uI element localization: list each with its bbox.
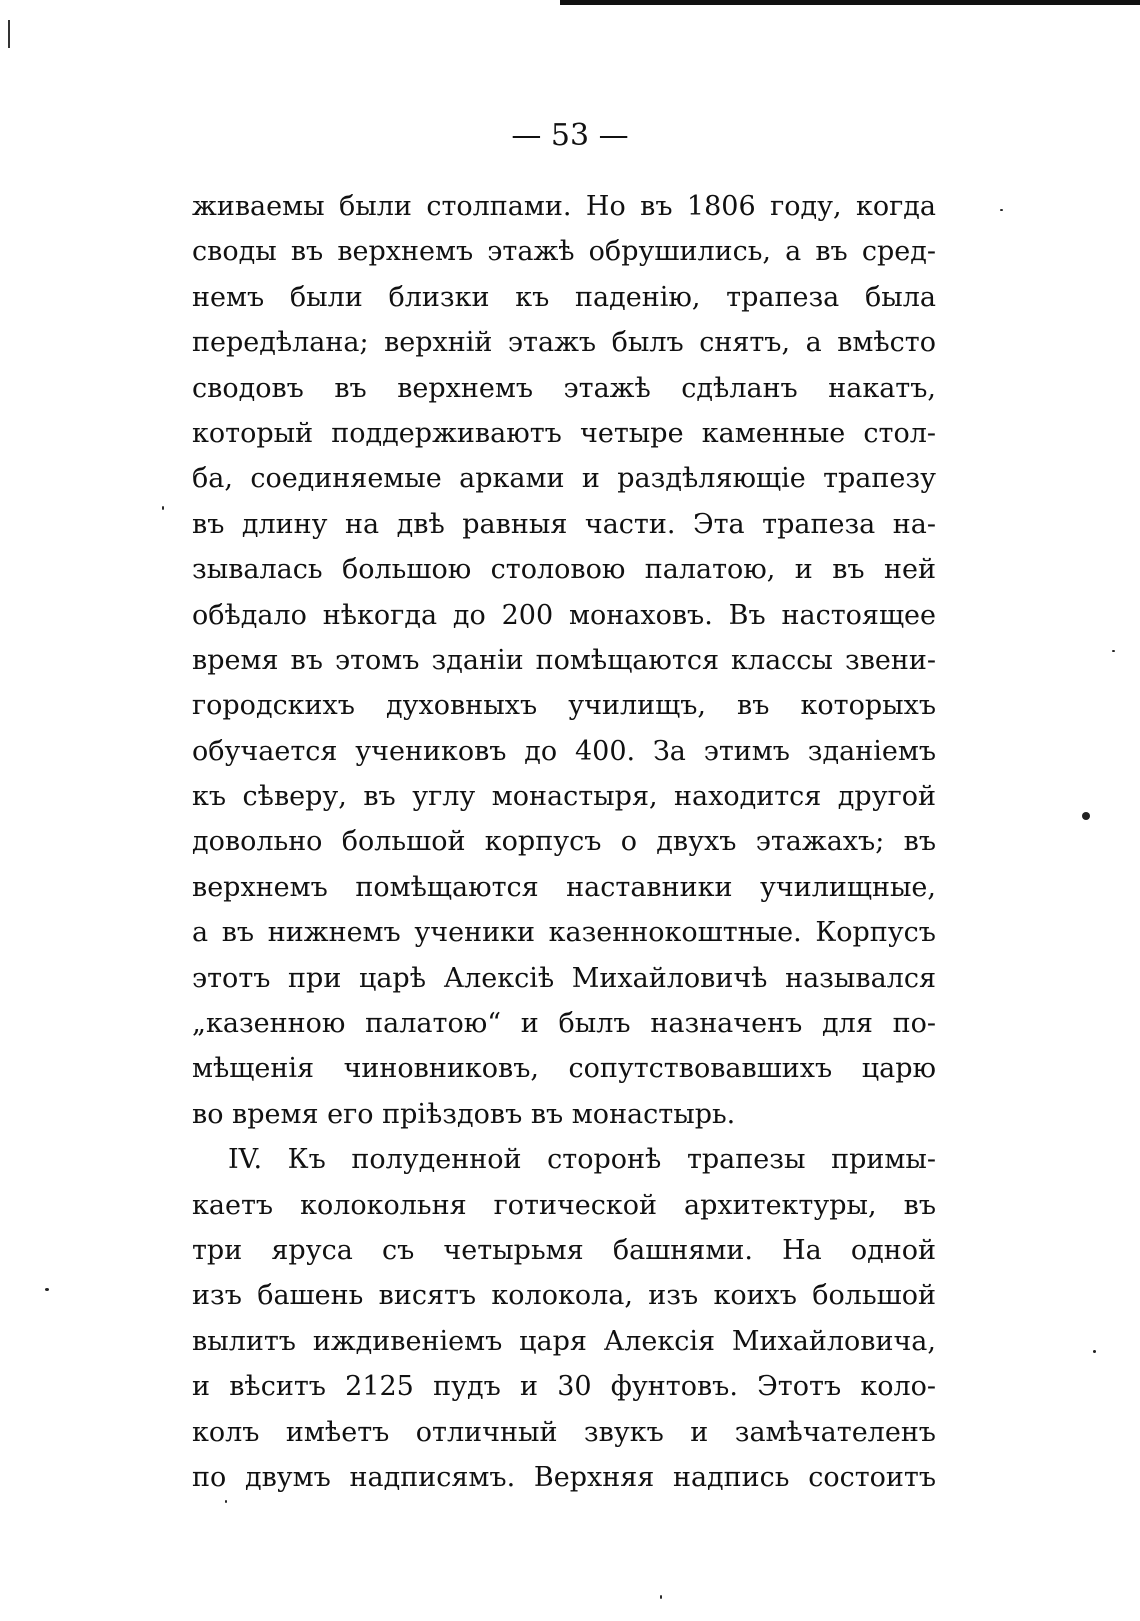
text-line: этотъ при царѣ Алексіѣ Михайловичѣ назывался — [192, 962, 936, 994]
text-line: изъ башень висятъ колокола, изъ коихъ большой — [192, 1280, 936, 1312]
scan-speck — [225, 1500, 227, 1503]
scan-top-border — [560, 0, 1140, 5]
text-line: мѣщенія чиновниковъ, сопутствовавшихъ царю — [192, 1053, 936, 1085]
text-line: передѣлана; верхній этажъ былъ снятъ, а вмѣсто — [192, 327, 936, 359]
text-line: который поддерживаютъ четыре каменные стол- — [192, 417, 936, 449]
text-line: живаемы были столпами. Но въ 1806 году, когда — [192, 191, 936, 222]
text-line: и вѣситъ 2125 пудъ и 30 фунтовъ. Этотъ коло- — [192, 1371, 936, 1403]
text-line: немъ были близки къ паденію, трапеза была — [192, 281, 936, 313]
text-line: вылитъ иждивеніемъ царя Алексія Михайловича, — [192, 1325, 936, 1357]
text-line: своды въ верхнемъ этажѣ обрушились, а въ сред- — [192, 236, 936, 268]
text-line: во время его пріѣздовъ въ монастырь. — [192, 1098, 736, 1130]
scan-speck — [1112, 650, 1115, 652]
scan-speck — [660, 1595, 662, 1599]
scan-speck — [1082, 812, 1090, 820]
scan-speck — [1000, 209, 1003, 211]
text-line: три яруса съ четырьмя башнями. На одной — [192, 1234, 936, 1266]
text-line: къ сѣверу, въ углу монастыря, находится другой — [192, 781, 936, 813]
text-line: въ длину на двѣ равныя части. Эта трапеза на- — [192, 508, 936, 540]
scan-left-edge-mark — [8, 20, 10, 48]
body-text — [192, 184, 936, 1500]
text-line: обучается учениковъ до 400. За этимъ зданіемъ — [192, 735, 936, 767]
text-line: довольно большой корпусъ о двухъ этажахъ; въ — [192, 826, 936, 858]
text-line: время въ этомъ зданіи помѣщаются классы звени- — [192, 644, 936, 676]
text-line: обѣдало нѣкогда до 200 монаховъ. Въ настоящее — [192, 599, 936, 631]
text-line: сводовъ въ верхнемъ этажѣ сдѣланъ накатъ, — [192, 372, 936, 404]
text-line: верхнемъ помѣщаются наставники училищные, — [192, 871, 936, 903]
text-line: ба, соединяемые арками и раздѣляющіе трапезу — [192, 463, 936, 495]
text-line: городскихъ духовныхъ училищъ, въ которыхъ — [192, 690, 936, 722]
page-number: — 53 — — [511, 118, 629, 153]
scan-speck — [45, 1288, 49, 1291]
scan-speck — [162, 506, 164, 510]
section-heading-line: IV. Къ полуденной сторонѣ трапезы примы- — [228, 1144, 936, 1176]
text-line: каетъ колокольня готической архитектуры, въ — [192, 1189, 936, 1221]
text-line: колъ имѣетъ отличный звукъ и замѣчателенъ — [192, 1416, 936, 1448]
scan-speck — [1093, 1350, 1096, 1353]
text-line: зывалась большою столовою палатою, и въ ней — [192, 554, 936, 586]
text-line: а въ нижнемъ ученики казеннокоштные. Корпусъ — [192, 917, 936, 949]
text-line: „казенною палатою“ и былъ назначенъ для по- — [192, 1008, 936, 1040]
text-line: по двумъ надписямъ. Верхняя надпись состоитъ — [192, 1461, 936, 1493]
